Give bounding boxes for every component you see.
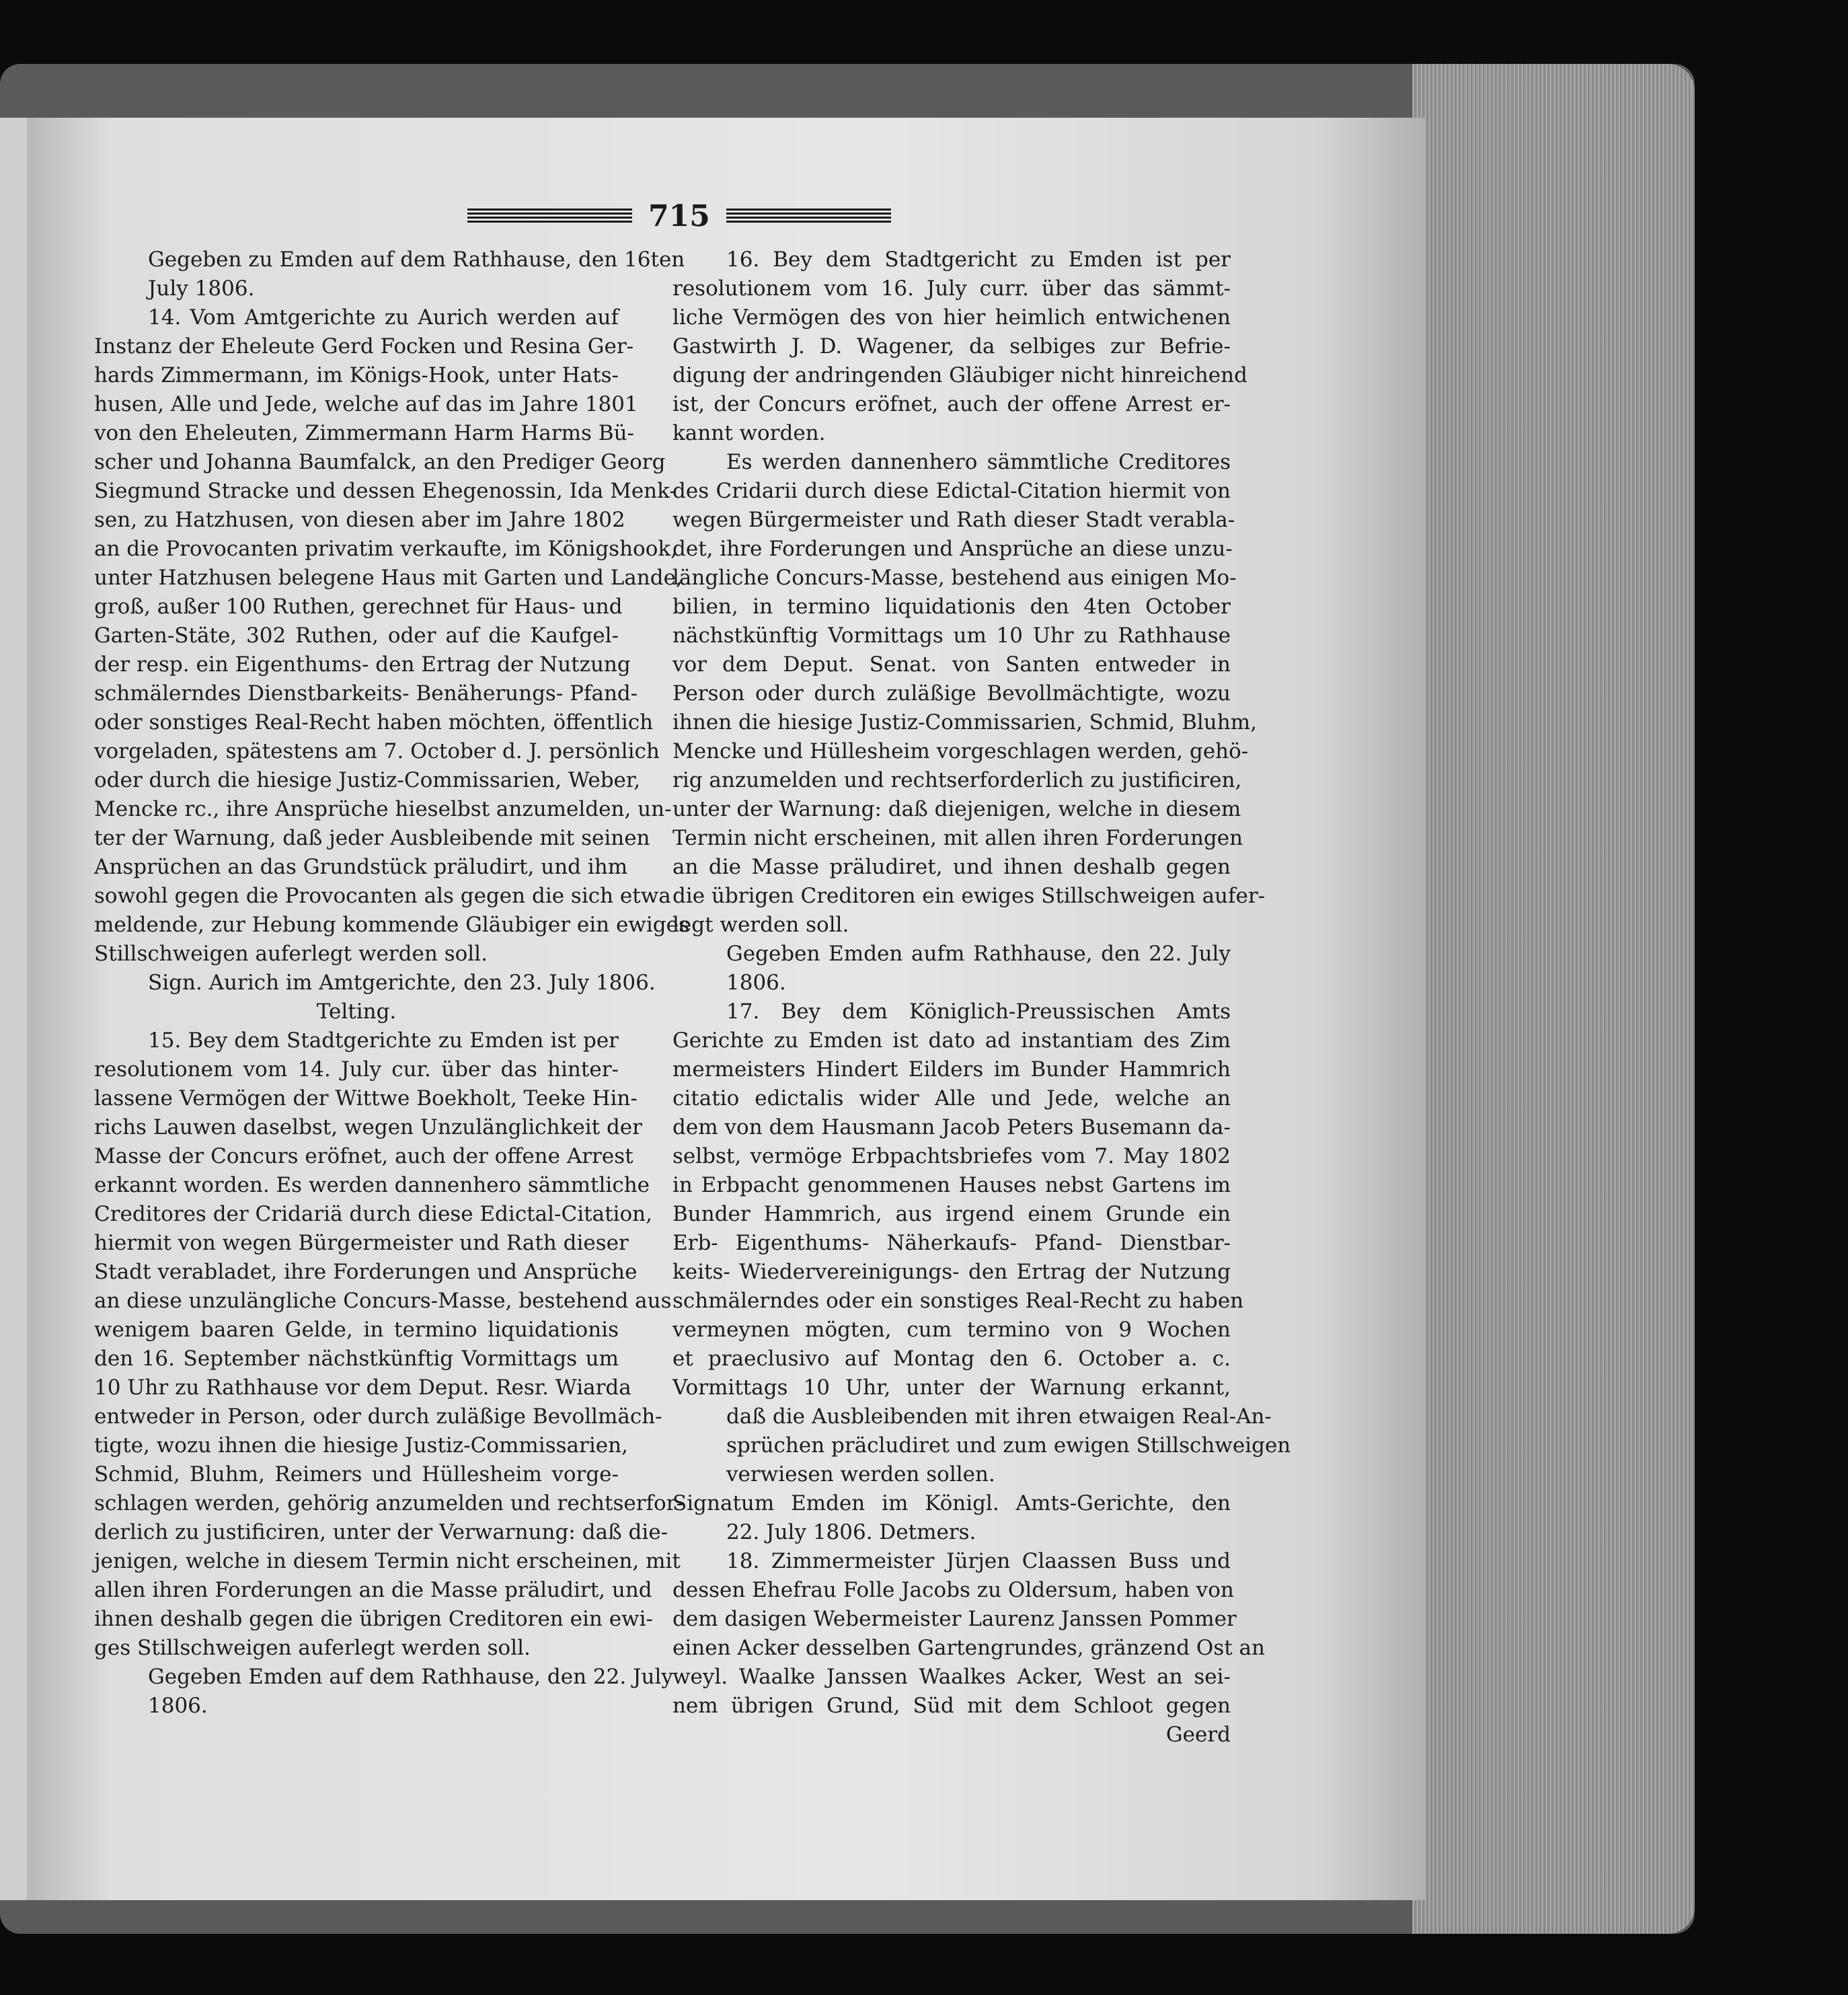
text-line: groß, außer 100 Ruthen, gerechnet für Haus- und xyxy=(94,595,623,619)
text-line: dessen Ehefrau Folle Jacobs zu Oldersum, haben von xyxy=(672,1578,1234,1602)
text-line: ges Stillschweigen auferlegt werden soll. xyxy=(94,1636,531,1660)
text-line: Creditores der Cridariä durch diese Edictal-Citation, xyxy=(94,1202,652,1226)
text-line: entweder in Person, oder durch zuläßige Bevollmäch- xyxy=(94,1404,662,1429)
text-line: Garten-Stäte, 302 Ruthen, oder auf die Kaufgel- xyxy=(94,624,619,648)
text-line: 10 Uhr zu Rathhause vor dem Deput. Resr. Wiarda xyxy=(94,1376,631,1400)
header-rule-left xyxy=(467,209,632,223)
text-line: an die Provocanten privatim verkaufte, im Königshook, xyxy=(94,537,678,561)
text-line: Bunder Hammrich, aus irgend einem Grunde ein xyxy=(672,1202,1231,1226)
text-line: vermeynen mögten, cum termino von 9 Wochen xyxy=(672,1318,1231,1342)
text-line: hards Zimmermann, im Königs-Hook, unter Hats- xyxy=(94,363,619,387)
text-line: weyl. Waalke Janssen Waalkes Acker, West an sei- xyxy=(672,1665,1231,1689)
text-line: längliche Concurs-Masse, bestehend aus einigen Mo- xyxy=(672,566,1237,590)
text-line: richs Lauwen daselbst, wegen Unzulänglichkeit der xyxy=(94,1115,642,1139)
text-line: den 16. September nächstkünftig Vormittags um xyxy=(94,1347,619,1371)
text-line: nem übrigen Grund, Süd mit dem Schloot gegen xyxy=(672,1694,1231,1718)
text-line: selbst, vermöge Erbpachtsbriefes vom 7. May 1802 xyxy=(672,1144,1231,1168)
text-line: Sign. Aurich im Amtgerichte, den 23. July 1806. xyxy=(148,971,656,995)
text-line: resolutionem vom 16. July curr. über das sämmt- xyxy=(672,276,1231,301)
text-line: Stillschweigen auferlegt werden soll. xyxy=(94,942,488,966)
text-line: resolutionem vom 14. July cur. über das hinter- xyxy=(94,1057,619,1082)
header-rule-right xyxy=(726,209,891,223)
text-line: 1806. xyxy=(726,971,786,995)
text-line: Schmid, Bluhm, Reimers und Hüllesheim vorge- xyxy=(94,1462,619,1486)
text-line: von den Eheleuten, Zimmermann Harm Harms Bü- xyxy=(94,421,635,445)
text-line: 17. Bey dem Königlich-Preussischen Amts xyxy=(726,1000,1231,1024)
text-line: Siegmund Stracke und dessen Ehegenossin, Ida Menk- xyxy=(94,479,677,503)
text-line: rig anzumelden und rechtserforderlich zu justificiren, xyxy=(672,768,1242,792)
text-line: oder durch die hiesige Justiz-Commissarien, Weber, xyxy=(94,768,641,792)
text-line: einen Acker desselben Gartengrundes, gränzend Ost an xyxy=(672,1636,1265,1660)
text-line: vor dem Deput. Senat. von Santen entweder in xyxy=(672,652,1231,677)
text-line: 15. Bey dem Stadtgerichte zu Emden ist per xyxy=(148,1028,619,1053)
text-line: Gegeben zu Emden auf dem Rathhause, den 16ten xyxy=(148,248,685,272)
text-line: scher und Johanna Baumfalck, an den Prediger Georg xyxy=(94,450,666,474)
text-line: an die Masse präludiret, und ihnen deshalb gegen xyxy=(672,855,1231,879)
text-line: dem dasigen Webermeister Laurenz Janssen Pommer xyxy=(672,1607,1237,1631)
text-line: Gegeben Emden auf dem Rathhause, den 22. July xyxy=(148,1665,673,1689)
text-line: Erb- Eigenthums- Näherkaufs- Pfand- Dienstbar- xyxy=(672,1231,1231,1255)
text-line: sowohl gegen die Provocanten als gegen die sich etwa xyxy=(94,884,671,908)
text-line: ist, der Concurs eröfnet, auch der offene Arrest er- xyxy=(672,392,1231,416)
text-line: lassene Vermögen der Wittwe Boekholt, Teeke Hin- xyxy=(94,1086,638,1111)
page-block-edge xyxy=(1412,64,1695,1934)
text-line: Signatum Emden im Königl. Amts-Gerichte, den xyxy=(672,1491,1231,1515)
text-line: schlagen werden, gehörig anzumelden und rechtserfor- xyxy=(94,1491,683,1515)
text-line: det, ihre Forderungen und Ansprüche an diese unzu- xyxy=(672,537,1233,561)
text-line: kannt worden. xyxy=(672,421,826,445)
text-line: Termin nicht erscheinen, mit allen ihren Forderungen xyxy=(672,826,1243,850)
text-line: legt werden soll. xyxy=(672,913,849,937)
text-line: digung der andringenden Gläubiger nicht hinreichend xyxy=(672,363,1247,387)
text-line: schmälerndes Dienstbarkeits- Benäherungs- Pfand- xyxy=(94,681,638,706)
text-line: sprüchen präcludiret und zum ewigen Stillschweigen xyxy=(726,1433,1291,1458)
text-line: unter der Warnung: daß diejenigen, welche in diesem xyxy=(672,797,1241,821)
text-line: Gerichte zu Emden ist dato ad instantiam des Zim xyxy=(672,1028,1231,1053)
text-line: tigte, wozu ihnen die hiesige Justiz-Commissarien, xyxy=(94,1433,628,1458)
text-line: Mencke und Hüllesheim vorgeschlagen werden, gehö- xyxy=(672,739,1249,763)
text-line: erkannt worden. Es werden dannenhero sämmtliche xyxy=(94,1173,650,1197)
text-line: Masse der Concurs eröfnet, auch der offene Arrest xyxy=(94,1144,633,1168)
text-line: wenigem baaren Gelde, in termino liquidationis xyxy=(94,1318,619,1342)
text-line: schmälerndes oder ein sonstiges Real-Recht zu haben xyxy=(672,1289,1244,1313)
text-line: ter der Warnung, daß jeder Ausbleibende mit seinen xyxy=(94,826,650,850)
text-line: July 1806. xyxy=(148,276,255,301)
text-line: mermeisters Hindert Eilders im Bunder Hammrich xyxy=(672,1057,1231,1082)
text-line: 22. July 1806. Detmers. xyxy=(726,1520,976,1544)
text-line: Instanz der Eheleute Gerd Focken und Resina Ger- xyxy=(94,334,634,359)
text-line: sen, zu Hatzhusen, von diesen aber im Jahre 1802 xyxy=(94,508,625,532)
text-line: 1806. xyxy=(148,1694,208,1718)
text-line: Gegeben Emden aufm Rathhause, den 22. July xyxy=(726,942,1231,966)
text-line: husen, Alle und Jede, welche auf das im Jahre 1801 xyxy=(94,392,638,416)
text-line: 18. Zimmermeister Jürjen Claassen Buss und xyxy=(726,1549,1231,1573)
text-line: 16. Bey dem Stadtgericht zu Emden ist per xyxy=(726,248,1231,272)
text-line: citatio edictalis wider Alle und Jede, welche an xyxy=(672,1086,1231,1111)
text-line: des Cridarii durch diese Edictal-Citation hiermit von xyxy=(672,479,1231,503)
text-line: Stadt verabladet, ihre Forderungen und Ansprüche xyxy=(94,1260,638,1284)
text-line: oder sonstiges Real-Recht haben möchten, öffentlich xyxy=(94,710,654,735)
text-line: Es werden dannenhero sämmtliche Creditores xyxy=(726,450,1231,474)
right-text-column xyxy=(672,246,1291,1749)
text-line: jenigen, welche in diesem Termin nicht erscheinen, mit xyxy=(94,1549,681,1573)
text-line: hiermit von wegen Bürgermeister und Rath dieser xyxy=(94,1231,629,1255)
text-line: Mencke rc., ihre Ansprüche hieselbst anzumelden, un- xyxy=(94,797,672,821)
text-line: Telting. xyxy=(316,1000,397,1024)
text-line: Ansprüchen an das Grundstück präludirt, und ihm xyxy=(94,855,628,879)
text-line: wegen Bürgermeister und Rath dieser Stadt verabla- xyxy=(672,508,1235,532)
text-line: in Erbpacht genommenen Hauses nebst Gartens im xyxy=(672,1173,1231,1197)
text-line: vorgeladen, spätestens am 7. October d. J. persönlich xyxy=(94,739,660,763)
page-header xyxy=(467,196,891,237)
text-line: Person oder durch zuläßige Bevollmächtigte, wozu xyxy=(672,681,1231,706)
text-line: Vormittags 10 Uhr, unter der Warnung erkannt, xyxy=(672,1376,1231,1400)
text-line: ihnen deshalb gegen die übrigen Creditoren ein ewi- xyxy=(94,1607,653,1631)
text-line: nächstkünftig Vormittags um 10 Uhr zu Rathhause xyxy=(672,624,1231,648)
text-line: dem von dem Hausmann Jacob Peters Busemann da- xyxy=(672,1115,1231,1139)
text-line: daß die Ausbleibenden mit ihren etwaigen Real-An- xyxy=(726,1404,1272,1429)
text-line: keits- Wiedervereinigungs- den Ertrag der Nutzung xyxy=(672,1260,1231,1284)
left-text-column xyxy=(94,246,689,1721)
text-line: meldende, zur Hebung kommende Gläubiger ein ewiges xyxy=(94,913,689,937)
text-line: an diese unzulängliche Concurs-Masse, bestehend aus xyxy=(94,1289,672,1313)
text-line: liche Vermögen des von hier heimlich entwichenen xyxy=(672,305,1231,330)
text-line: die übrigen Creditoren ein ewiges Stillschweigen aufer- xyxy=(672,884,1266,908)
text-line: 14. Vom Amtgerichte zu Aurich werden auf xyxy=(148,305,619,330)
text-line: der resp. ein Eigenthums- den Ertrag der Nutzung xyxy=(94,652,631,677)
text-line: derlich zu justificiren, unter der Verwarnung: daß die- xyxy=(94,1520,668,1544)
text-line: ihnen die hiesige Justiz-Commissarien, Schmid, Bluhm, xyxy=(672,710,1257,735)
page-number: 715 xyxy=(648,199,710,233)
text-line: Gastwirth J. D. Wagener, da selbiges zur Befrie- xyxy=(672,334,1231,359)
text-line: Geerd xyxy=(1165,1723,1231,1747)
text-line: verwiesen werden sollen. xyxy=(726,1462,995,1486)
text-line: allen ihren Forderungen an die Masse präludirt, und xyxy=(94,1578,652,1602)
text-line: unter Hatzhusen belegene Haus mit Garten und Lande, xyxy=(94,566,683,590)
text-line: et praeclusivo auf Montag den 6. October a. c. xyxy=(672,1347,1231,1371)
text-line: bilien, in termino liquidationis den 4ten October xyxy=(672,595,1231,619)
